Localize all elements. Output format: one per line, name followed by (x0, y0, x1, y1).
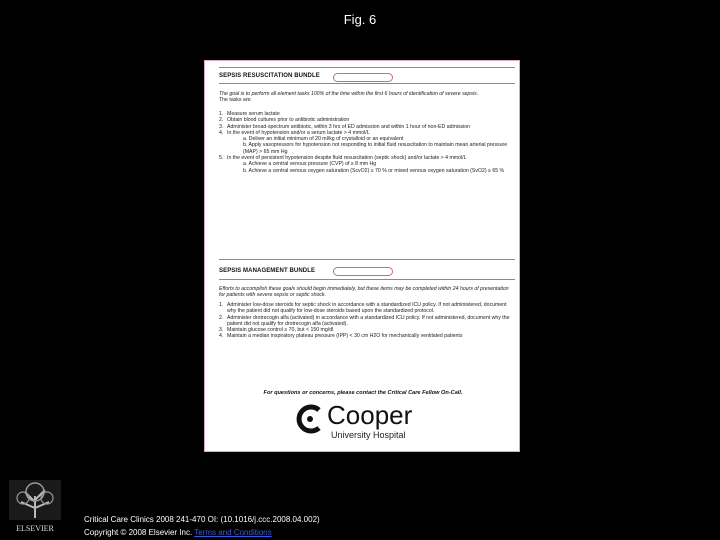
list-item-text: Administer drotrecogin alfa (activated) in accordance with a standardized ICU policy. If not administered, document why the patient did not qualify for drotrecogin alfa (activated). (227, 314, 510, 327)
management-intro: Efforts to accomplish these goals should begin immediately, but these items may be completed within 24 hours of presentation for patients with severe sepsis or septic shock. (219, 286, 509, 299)
list-item-text: Administer low-dose steroids for septic shock in accordance with a standardized ICU policy. If not administered, document why the patient did not qualify for low-dose steroids based upon the standardized protocol. (227, 302, 507, 315)
list-item-number: 5. (219, 155, 224, 162)
divider (219, 83, 515, 84)
copyright-text: Copyright © 2008 Elsevier Inc. (84, 528, 193, 537)
list-item-number: 3. (219, 123, 224, 130)
sepsis-bundle-card (204, 60, 520, 452)
citation-text: Critical Care Clinics 2008 241-470 OI: (10.1016/j.ccc.2008.04.002) (84, 515, 320, 524)
list-item-number: 3. (219, 327, 224, 334)
figure-title: Fig. 6 (343, 12, 377, 27)
terms-link[interactable]: Terms and Conditions (194, 528, 272, 537)
list-item-text: Obtain blood cultures prior to antibiotic administration (227, 117, 350, 124)
list-item-text: a. Deliver an initial minimum of 20 ml/kg of crystalloid or an equivalent (243, 136, 404, 143)
tasks-label: The tasks are: (219, 97, 252, 104)
divider (219, 279, 515, 280)
list-item-text: Administer broad-spectrum antibiotic, within 3 hrs of ED admission and within 1 hour of non-ED admission (227, 123, 471, 130)
list-item (219, 168, 515, 174)
list-item-text: Maintain glucose control ≥ 70, but < 150 mg/dl (227, 327, 334, 334)
list-item-text: In the event of hypotension and/or a serum lactate > 4 mmol/L (227, 129, 370, 136)
cooper-c-icon (295, 404, 325, 434)
list-item-text: b. Apply vasopressors for hypotension not responding to initial fluid resuscitation to maintain mean arterial pressure (MAP) > 65 mm Hg (243, 142, 508, 155)
list-item-text: b. Achieve a central venous oxygen saturation (ScvO2) ≥ 70 % or mixed venous oxygen saturation (SvO2) ≥ 65 % (243, 167, 505, 174)
list-item-number: 2. (219, 117, 224, 124)
list-item (219, 333, 515, 339)
list-item-text: a. Achieve a central venous pressure (CVP) of ≥ 8 mm Hg (243, 161, 377, 168)
list-item (219, 142, 515, 155)
divider (219, 67, 515, 68)
resuscitation-heading: SEPSIS RESUSCITATION BUNDLE (219, 73, 320, 79)
list-item (219, 302, 515, 315)
list-item-number (235, 168, 243, 174)
list-item-number: 1. (219, 302, 224, 308)
copyright-line (84, 528, 272, 537)
list-item-number: 2. (219, 314, 224, 321)
contact-note: For questions or concerns, please contact the Critical Care Fellow On-Call. (263, 390, 463, 396)
list-item (219, 315, 515, 328)
list-item-text: In the event of persistent hypotension despite fluid resuscitation (septic shock) and/or lactate > 4 mmol/L (227, 155, 467, 162)
list-item-text: Measure serum lactate (227, 111, 280, 117)
list-item-number (235, 142, 243, 155)
hospital-name: Cooper (327, 400, 413, 430)
management-heading: SEPSIS MANAGEMENT BUNDLE (219, 268, 316, 274)
hospital-subtitle: University Hospital (331, 430, 406, 440)
list-item-number: 4. (219, 129, 224, 136)
intro-text: The goal is to perform all element tasks 100% of the time within the first 6 hours of identification of severe sepsis. (219, 91, 479, 97)
citation-line (84, 515, 320, 524)
elsevier-tree-icon (7, 478, 63, 534)
publisher-wordmark: ELSEVIER (16, 524, 54, 533)
list-item-number: 1. (219, 111, 224, 117)
elsevier-logo (7, 478, 63, 534)
resuscitation-stamp-field (333, 73, 393, 82)
resuscitation-task-list (219, 111, 515, 174)
resuscitation-intro (219, 91, 515, 104)
management-task-list (219, 302, 515, 340)
cooper-hospital-logo (295, 400, 435, 448)
management-stamp-field (333, 267, 393, 276)
divider (219, 259, 515, 260)
list-item-text: Maintain a median inspiratory plateau pressure (IPP) < 30 cm H2O for mechanically ventilated patients (227, 333, 463, 340)
list-item-number: 4. (219, 333, 224, 340)
